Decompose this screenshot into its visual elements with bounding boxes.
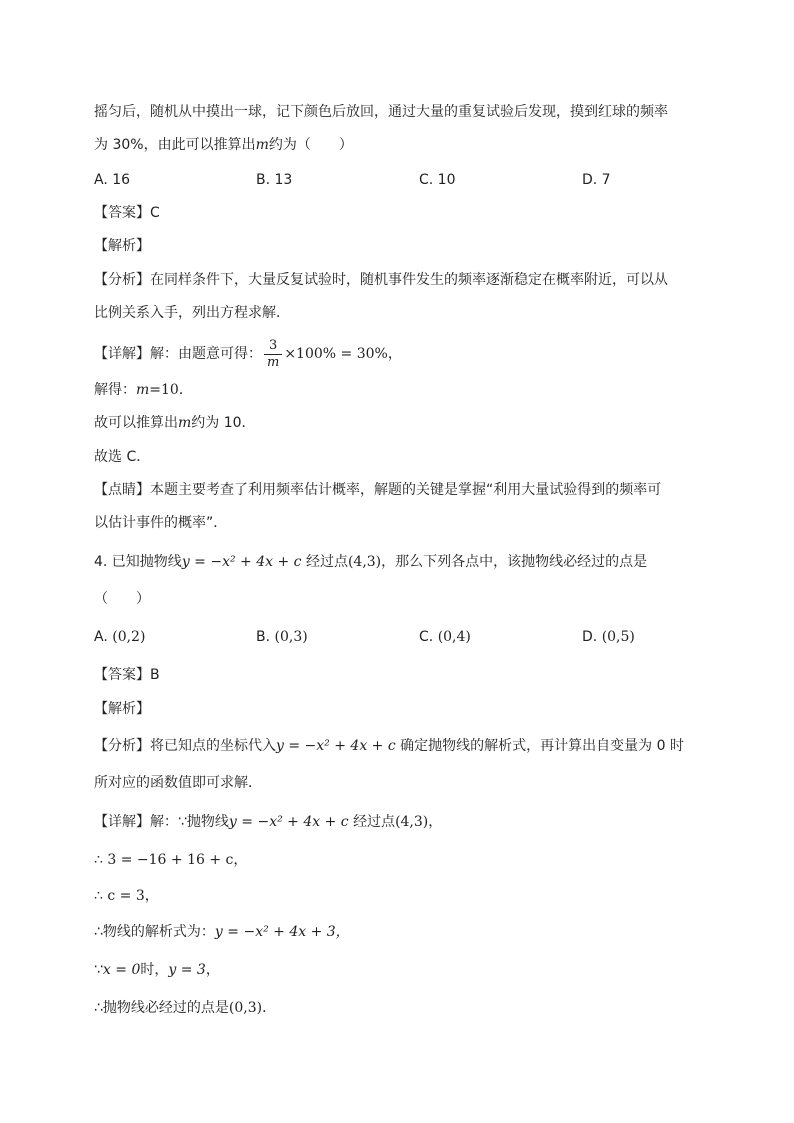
q4-option-c — [419, 627, 471, 647]
q3-stem-line2-post: 约为（ ） — [268, 137, 353, 153]
q4-stem-line1 — [94, 552, 647, 572]
q4-analysis-line1 — [94, 736, 684, 756]
q4-option-c-letter: C. — [419, 629, 434, 645]
q3-comment-line1: 【点睛】本题主要考查了利用频率估计概率，解题的关键是掌握“利用大量试验得到的频率可 — [94, 482, 662, 498]
q4-stem-post: ，那么下列各点中，该抛物线必经过的点是 — [381, 554, 648, 570]
q3-detail-pre: 【详解】解：由题意可得： — [94, 346, 262, 362]
q3-fraction-denominator: m — [264, 354, 282, 371]
q4-option-d-letter: D. — [582, 629, 598, 645]
q3-choose: 故选 C． — [94, 449, 151, 465]
q4-stem-point: (4,3) — [347, 554, 382, 570]
q4-analysis-line2: 所对应的函数值即可求解． — [94, 775, 262, 791]
q3-detail — [94, 336, 402, 372]
q4-step4-mid: 时， — [140, 962, 169, 978]
q4-detail-point: (4,3) — [395, 814, 429, 830]
q3-fraction — [264, 338, 282, 371]
q4-detail-post: ， — [428, 814, 443, 830]
q4-step4-post: ， — [205, 962, 220, 978]
q3-stem-line1: 摇匀后，随机从中摸出一球，记下颜色后放回，通过大量的重复试验后发现，摸到红球的频率 — [94, 104, 668, 120]
q4-step4-res: y = 3 — [168, 962, 206, 978]
q4-option-a-letter: A. — [94, 629, 108, 645]
q4-option-c-value: (0,4) — [437, 629, 471, 645]
q4-option-b — [256, 627, 308, 647]
q4-option-b-value: (0,3) — [274, 629, 308, 645]
q4-detail — [94, 812, 442, 832]
q4-step3-expr: y = −x² + 4x + 3， — [214, 924, 350, 940]
q4-step5-post: ． — [262, 1000, 277, 1016]
q4-option-d-value: (0,5) — [601, 629, 635, 645]
q3-comment-line2: 以估计事件的概率”． — [94, 515, 228, 531]
q3-solve — [94, 380, 193, 400]
q4-step4-cond: x = 0 — [102, 962, 141, 978]
q4-analysis-line1-post: 确定抛物线的解析式，再计算出自变量为 0 时 — [400, 738, 684, 754]
q4-option-b-letter: B. — [256, 629, 271, 645]
q4-detail-pre: 【详解】解：∵抛物线 — [94, 814, 229, 830]
q3-conclude — [94, 413, 256, 433]
q3-stem-var: m — [255, 137, 269, 153]
q4-option-d — [582, 627, 635, 647]
q4-step5-pre: ∴抛物线必经过的点是 — [94, 1000, 229, 1016]
q4-stem-line2: （ ） — [94, 591, 150, 607]
q4-stem-pre: 4. 已知抛物线 — [94, 554, 182, 570]
q4-step2: ∴ c = 3， — [94, 888, 159, 904]
q4-stem-mid: 经过点 — [305, 554, 348, 570]
q3-conclude-post: 约为 10． — [191, 415, 256, 431]
q4-detail-expr: y = −x² + 4x + c — [228, 814, 349, 830]
q3-option-d: D. 7 — [582, 172, 611, 188]
q4-step4-pre: ∵ — [94, 962, 103, 978]
q3-solve-pre: 解得： — [94, 382, 136, 398]
q4-step5-point: (0,3) — [228, 1000, 263, 1016]
q4-option-a-value: (0,2) — [112, 629, 146, 645]
q4-answer: 【答案】B — [94, 667, 160, 683]
q3-option-c: C. 10 — [419, 172, 456, 188]
q4-analysis-line1-pre: 【分析】将已知点的坐标代入 — [94, 738, 276, 754]
q3-answer: 【答案】C — [94, 205, 160, 221]
q3-fraction-numerator: 3 — [269, 337, 278, 353]
q4-option-a — [94, 627, 145, 647]
q3-option-a: A. 16 — [94, 172, 131, 188]
q4-step1: ∴ 3 = −16 + 16 + c， — [94, 852, 248, 868]
q4-step3 — [94, 922, 350, 942]
q4-detail-mid: 经过点 — [353, 814, 396, 830]
q3-stem-line2 — [94, 135, 353, 155]
q3-analysis-title: 【解析】 — [94, 238, 150, 254]
q3-option-b: B. 13 — [256, 172, 293, 188]
q3-stem-line2-pre: 为 30%，由此可以推算出 — [94, 137, 256, 153]
q4-step4 — [94, 960, 220, 980]
q3-detail-post: ×100% = 30%， — [284, 346, 402, 362]
q3-solve-post: =10． — [149, 382, 193, 398]
q3-analysis-line1: 【分析】在同样条件下，大量反复试验时，随机事件发生的频率逐渐稳定在概率附近，可以从 — [94, 272, 668, 288]
q4-analysis-title: 【解析】 — [94, 701, 150, 717]
q3-conclude-pre: 故可以推算出 — [94, 415, 178, 431]
q4-stem-expr: y = −x² + 4x + c — [181, 554, 302, 570]
q3-conclude-var: m — [178, 415, 192, 431]
q3-analysis-line2: 比例关系入手，列出方程求解． — [94, 305, 290, 321]
q3-solve-var: m — [136, 382, 150, 398]
q4-analysis-expr: y = −x² + 4x + c — [276, 738, 396, 754]
q4-step5 — [94, 998, 276, 1018]
q4-step3-pre: ∴物线的解析式为： — [94, 924, 215, 940]
